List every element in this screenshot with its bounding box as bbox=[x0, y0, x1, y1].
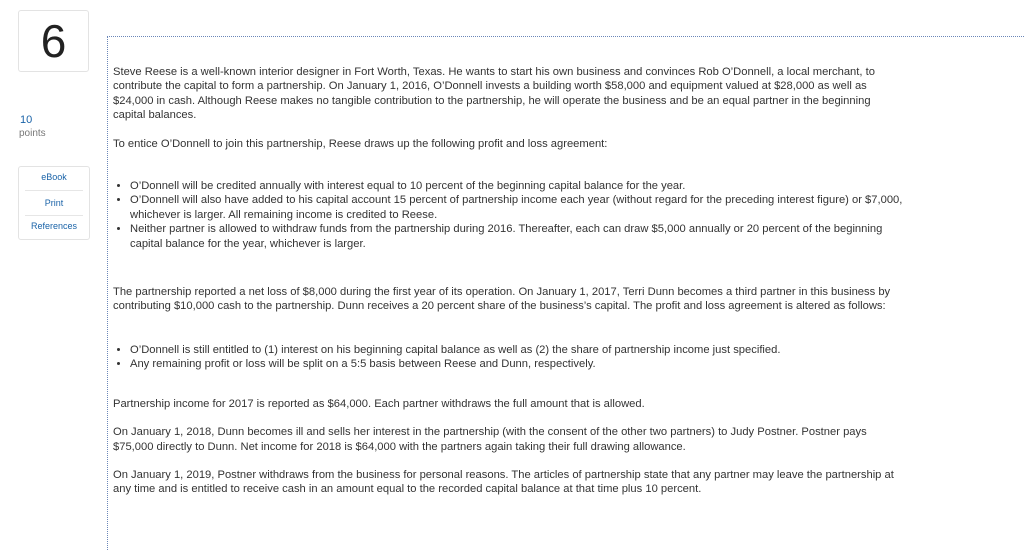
problem-text-frame bbox=[107, 36, 1024, 550]
ebook-link[interactable]: eBook bbox=[41, 172, 67, 182]
paragraph-intro: Steve Reese is a well-known interior designer in Fort Worth, Texas. He wants to start his own business and convinces Rob O’Donnell, a local merchant, to contribute the capital to form a partnership. On January 1, 2016, O’Donnell invests a building worth $58,000 and equipment valued at $28,000 as well as $24,000 in cash. Although Reese makes no tangible contribution to the partnership, he will operate the business and be an equal partner in the beginning capital balances. bbox=[113, 66, 875, 122]
list-item: • Neither partner is allowed to withdraw funds from the partnership during 2016. Thereafter, each can draw $5,000 annually or 20 percent of the beginning capital balance for the year, whichever is larger. bbox=[130, 222, 908, 251]
resources-panel bbox=[18, 166, 90, 240]
list-item: • O’Donnell is still entitled to (1) interest on his beginning capital balance as well as (2) the share of partnership income just specified. bbox=[130, 343, 908, 357]
paragraph-2017-income: Partnership income for 2017 is reported as $64,000. Each partner withdraws the full amount that is allowed. bbox=[113, 397, 645, 410]
points-label: points bbox=[19, 128, 46, 139]
divider bbox=[25, 190, 83, 191]
agreement-list bbox=[113, 179, 908, 251]
references-link[interactable]: References bbox=[30, 221, 78, 231]
list-item: • O’Donnell will be credited annually with interest equal to 10 percent of the beginning capital balance for the year. bbox=[130, 179, 908, 193]
print-link[interactable]: Print bbox=[44, 198, 64, 208]
question-number-card bbox=[18, 10, 89, 72]
list-item: • O’Donnell will also have added to his capital account 15 percent of partnership income each year (without regard for the preceding interest figure) or $7,000, whichever is larger. All remaining income is credited to Reese. bbox=[130, 193, 908, 222]
question-number: 6 bbox=[40, 15, 67, 67]
paragraph-2018: On January 1, 2018, Dunn becomes ill and sells her interest in the partnership (with the consent of the other two partners) to Judy Postner. Postner pays $75,000 directly to Dunn. Net income for 2018 is $64,000 with the partners again taking their full drawing allowance. bbox=[113, 426, 867, 453]
points-value: 10 bbox=[20, 114, 33, 126]
divider bbox=[25, 215, 83, 216]
paragraph-2019: On January 1, 2019, Postner withdraws from the business for personal reasons. The articles of partnership state that any partner may leave the partnership at any time and is entitled to receive cash in an amount equal to the recorded capital balance at that time plus 10 percent. bbox=[113, 468, 894, 496]
paragraph-first-year: The partnership reported a net loss of $8,000 during the first year of its operation. On January 1, 2017, Terri Dunn becomes a third partner in this business by contributing $10,000 cash to the partnership. Dunn receives a 20 percent share of the business’s capital. The profit and loss agreement is altered as follows: bbox=[113, 286, 891, 313]
paragraph-agreement-intro: To entice O’Donnell to join this partnership, Reese draws up the following profit and loss agreement: bbox=[113, 137, 608, 150]
altered-agreement-list bbox=[113, 343, 908, 372]
list-item: • Any remaining profit or loss will be split on a 5:5 basis between Reese and Dunn, respectively. bbox=[130, 357, 908, 371]
